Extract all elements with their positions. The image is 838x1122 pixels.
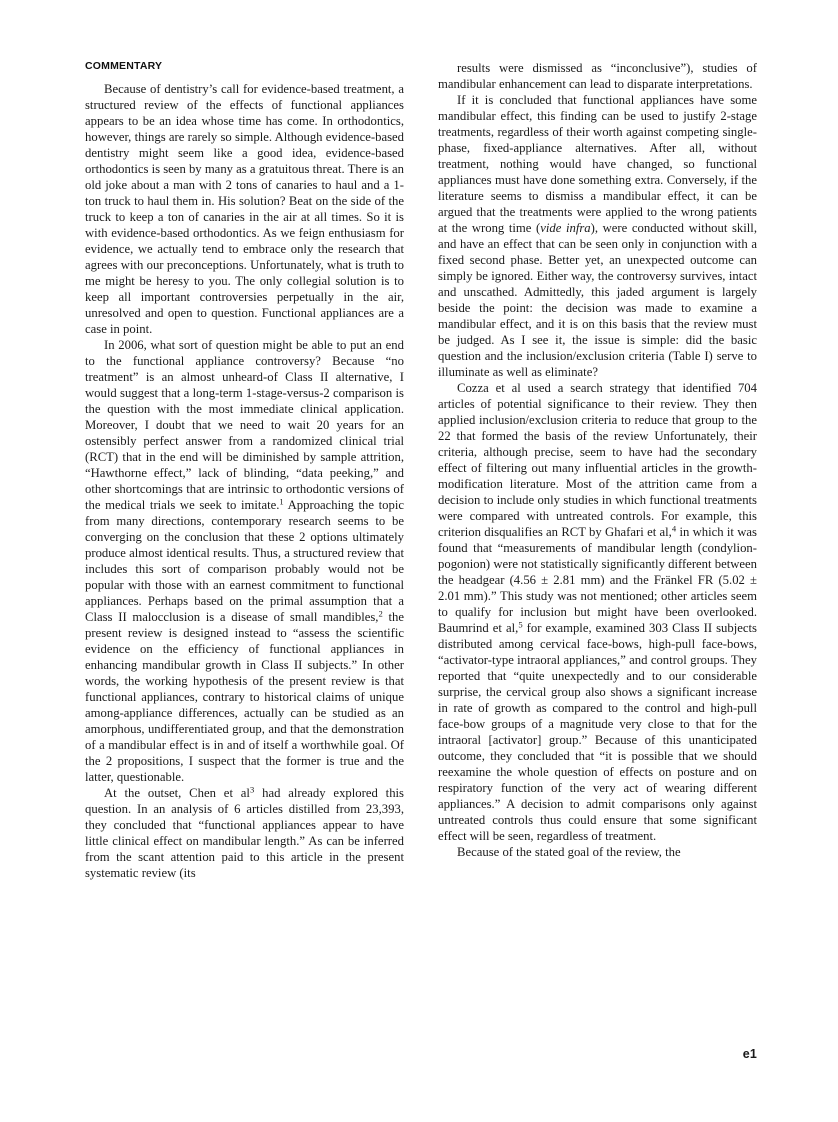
paragraph: Because of dentistry’s call for evidence-based treatment, a structured review of the effects of functional appliances appears to be an idea whose time has come. In orthodontics, however, things are rarely so simple. Although evidence-based dentistry might seem like a good idea, evidence-based orthodontics is seen by many as a gratuitous threat. There is an old joke about a man with 2 tons of canaries to haul and a 1-ton truck to haul them in. His solution? Beat on the side of the truck to keep a ton of canaries in the air at all times. So it is with evidence-based orthodontics. As we feign enthusiasm for evidence, we actually tend to embrace only the research that agrees with our preconceptions. Unfortunately, what is truth to me might be heresy to you. The only collegial solution is to keep all important controversies perpetually in the air, unresolved and open to question. Functional appliances are a case in point. — [85, 82, 404, 336]
heading-spacer — [85, 60, 404, 81]
italic-phrase: vide infra — [540, 221, 591, 235]
footnote-reference: 2 — [378, 608, 383, 619]
page-number: e1 — [742, 1047, 757, 1061]
paragraph: Because of the stated goal of the review, the — [457, 845, 681, 859]
paragraph: At the outset, Chen et $al^3$ had already explored this question. In an analysis of 6 articles distilled from 23,393, they concluded that “functional appliances appear to have little clinical effect on mandibular length.” As can be inferred from the scant attention paid to this article in the present systematic review (its — [85, 784, 404, 880]
footnote-reference: 1 — [279, 496, 284, 507]
left-text-column — [85, 60, 404, 1020]
paragraph: In 2006, what sort of question might be able to put an end to the functional appliance controversy? Because “no treatment” is an almost unheard-of Class II alternative, I would suggest that a long-term 1-stage-versus-2 comparison is the question with the most immediate clinical application. Moreover, I doubt that we need to wait 20 years for an ostensibly perfect answer from a randomized clinical trial (RCT) that in the end will be diminished by sample attrition, “Hawthorne effect,” lack of blinding, “data peeking,” and other shortcomings that are intrinsic to orthodontic versions of the medical trials we seek to imitate.$^1$ Approaching the topic from many directions, contemporary research seems to be converging on the conclusion that these 2 options ultimately produce almost identical results. Thus, a structured review that includes this sort of comparison probably would not be popular with those with an earnest commitment to functional appliances. Perhaps based on the primal assumption that a Class II malocclusion is a disease of small mandibles,$^2$ the present review is designed instead to “assess the scientific evidence on the efficiency of functional appliances in enhancing mandibular growth in Class II subjects.” In other words, the working hypothesis of the present review is that functional appliances, contrary to historical claims of unique among-appliance differences, actually can be studied as an amorphous, undifferentiated group, and that the demonstration of a mandibular effect is in and of itself a worthwhile goal. Of the 2 propositions, I suspect that the former is true and the latter, questionable. — [85, 338, 404, 784]
footnote-reference: 4 — [671, 523, 677, 534]
section-heading: COMMENTARY — [85, 60, 163, 72]
paragraph: If it is concluded that functional appliances have some mandibular effect, this finding can be used to justify 2-stage treatments, regardless of their worth against competing single-phase, fixed-appliance alternatives. After all, without treatment, nothing would have changed, so functional appliances must have done something extra. Conversely, if the literature seems to dismiss a mandibular effect, it can be argued that the treatments were applied to the wrong patients at the wrong time (vide infra), were conducted without skill, and have an effect that can be seen only in conjunction with a fixed second phase. Better yet, an unexpected outcome can simply be ignored. Either way, the controversy survives, intact and unscathed. Admittedly, this jaded argument is largely beside the point: the decision was made to examine a mandibular effect, and it is on this basis that the review must be judged. As I see it, the issue is simple: did the basic question and the inclusion/exclusion criteria (Table I) serve to illuminate as well as eliminate? — [438, 93, 757, 379]
two-column-body — [85, 60, 757, 1020]
footnote-reference: 5 — [518, 619, 523, 630]
paragraph: results were dismissed as “inconclusive”), studies of mandibular enhancement can lead to disparate interpretations. — [438, 61, 757, 91]
right-text-column — [438, 60, 757, 1020]
footnote-reference: 3 — [249, 784, 255, 795]
paragraph: Cozza et al used a search strategy that identified 704 articles of potential significance to their review. They then applied inclusion/exclusion criteria to reduce that group to the 22 that formed the basis of the review Unfortunately, their criteria, although precise, seem to have had the secondary effect of filtering out many influential articles in the growth-modification literature. Most of the attrition came from a decision to include only studies in which functional treatments were compared with untreated controls. For example, this criterion disqualifies an RCT by Ghafari et al,$^4$ in which it was found that “measurements of mandibular length (condylion-pogonion) were not statistically significantly different between the headgear (4.56 ± 2.81 mm) and the Fränkel FR (5.02 ± 2.01 mm).” This study was not mentioned; other articles seem to qualify for inclusion but might have been overlooked. Baumrind et al,$^5$ for example, examined 303 Class II subjects distributed among cervical face-bows, high-pull face-bows, “activator-type intraoral appliances,” and control groups. They reported that “quite unexpectedly and to our considerable surprise, the cervical group also shows a significant increase in rate of growth as compared to the control and high-pull face-bow groups of a magnitude very close to that for the intraoral [activator] group.” Because of this unanticipated outcome, they concluded that “it is possible that we should reexamine the whole question of effects on posture and on respiratory function of the very act of wearing different appliances.” A decision to admit comparisons only against untreated controls thus could ensure that some significant effect will be seen, regardless of treatment. — [438, 381, 757, 843]
